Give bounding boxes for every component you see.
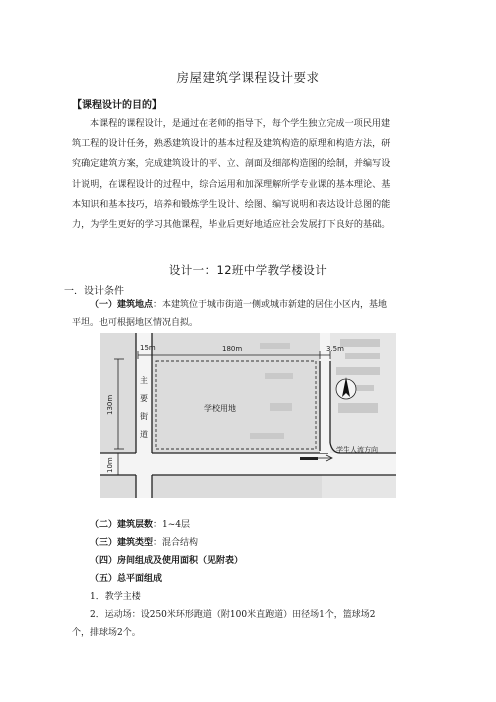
- road-label-char: 要: [140, 394, 148, 403]
- design-title: 设计一：12班中学教学楼设计: [168, 263, 328, 277]
- floors-label: （二）建筑层数: [90, 520, 154, 530]
- dim-left: 130m: [106, 394, 114, 415]
- purpose-line: 力，为学生更好的学习其他课程，毕业后更好地适应社会发展打下良好的基础。: [72, 220, 391, 231]
- dim-top: 180m: [222, 345, 243, 353]
- plan-label: （五）总平面组成: [90, 574, 163, 584]
- purpose-line: 本知识和基本技巧，培养和锻炼学生设计、绘图、编写说明和表达设计总图的能: [72, 199, 391, 210]
- type-value: ：混合结构: [153, 538, 199, 548]
- plan-list-item-cont: 个，排球场2个。: [72, 628, 141, 638]
- purpose-line: 计说明，在课程设计的过程中，综合运用和加深理解所学专业课的基本理论、基: [72, 179, 391, 190]
- site-label: 学校用地: [204, 404, 236, 413]
- conditions-heading: 一．设计条件: [64, 286, 124, 297]
- floors-value: ：1~4层: [153, 520, 191, 530]
- location-label: （一）建筑地点: [90, 300, 154, 310]
- plan-item: [90, 570, 162, 588]
- purpose-line: 究确定建筑方案，完成建筑设计的平、立、剖面及细部构造图的绘制，并编写设: [72, 159, 391, 170]
- location-text: ：本建筑位于城市街道一侧或城市新建的居住小区内，基地: [153, 300, 388, 310]
- rooms-label: （四）房间组成及使用面积（见附表）: [90, 556, 244, 566]
- location-item: [90, 296, 426, 314]
- purpose-heading: 【课程设计的目的】: [72, 100, 162, 111]
- plan-list-item: 2．运动场：设250米环形跑道（附100米直跑道）田径场1个，篮球场2: [90, 610, 376, 620]
- purpose-paragraph: [72, 114, 424, 235]
- type-label: （三）建筑类型: [90, 538, 154, 548]
- page-title: 房屋建筑学课程设计要求: [176, 70, 320, 85]
- location-text-2: 平坦。也可根据地区情况自拟。: [72, 318, 199, 328]
- dim-top-left: 15m: [140, 344, 156, 352]
- site-plan-svg: [100, 333, 396, 498]
- purpose-line: 筑工程的设计任务，熟悉建筑设计的基本过程及建筑构造的原理和构造方法，研: [72, 139, 391, 150]
- road-label-char: 街: [140, 412, 148, 421]
- purpose-line: 本课程的课程设计，是通过在老师的指导下，每个学生独立完成一项民用建: [90, 119, 391, 129]
- type-item: [90, 534, 198, 552]
- entrance-label: 学生人流方向: [336, 446, 378, 454]
- dim-top-right: 3.5m: [326, 345, 344, 353]
- plan-list-item: 1．教学主楼: [90, 592, 141, 602]
- road-label-char: 主: [140, 376, 148, 385]
- dim-bottom-left: 10m: [106, 457, 114, 473]
- road-label-char: 道: [140, 430, 148, 439]
- site-plan-figure: [100, 333, 396, 498]
- floors-item: [90, 516, 190, 534]
- rooms-item: [90, 552, 243, 570]
